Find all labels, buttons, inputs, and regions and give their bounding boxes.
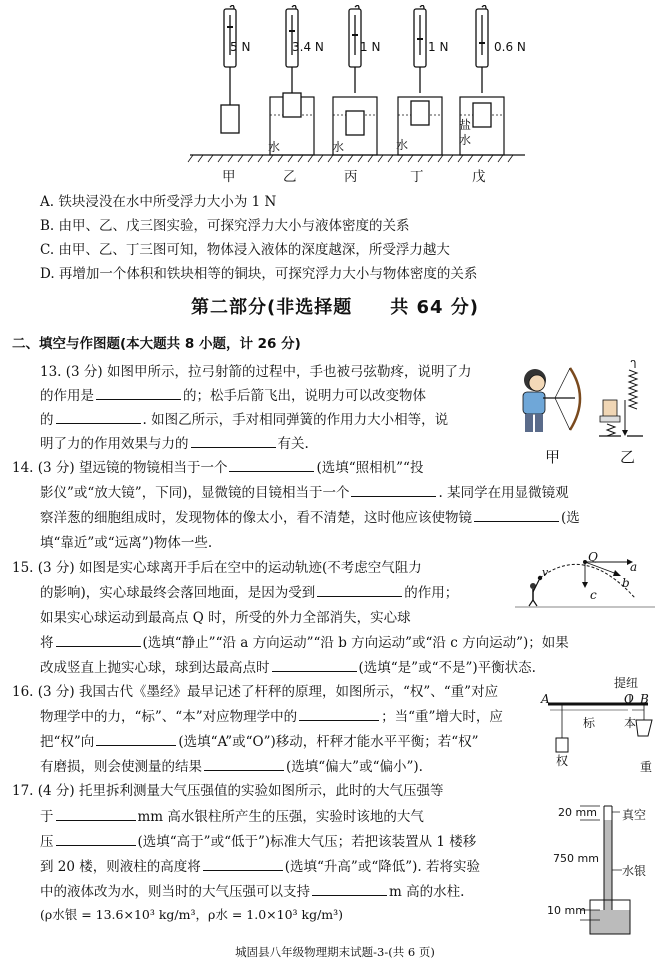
reading-4: 1 N — [428, 40, 449, 54]
q16-label-B: B — [640, 692, 649, 706]
q16-label-quan: 权 — [556, 754, 569, 768]
q16-line-2: 物理学中的力，“标”、“本”对应物理学中的 ；当“重”增大时，应 — [40, 705, 503, 725]
option-d: D. 再增加一个体积和铁块相等的铜块，可探究浮力大小与物体密度的关系 — [40, 266, 478, 282]
iron-block — [411, 101, 429, 125]
q16-label-biao: 标 — [583, 716, 596, 730]
q14-line-3: 察洋葱的细胞组成时，发现物体的像太小，看不清楚，这时他应该使物镜 (选 — [40, 506, 580, 526]
q15-label-v: v — [542, 566, 549, 579]
q16-blank-2[interactable] — [96, 731, 176, 746]
q16-label-O: O — [624, 692, 634, 706]
reading-1: 5 N — [230, 40, 251, 54]
shot-put-figure — [515, 548, 655, 608]
q14-blank-3[interactable] — [474, 507, 559, 522]
q17-line-2: 于 mm 高水银柱所产生的压强，实验时该地的大气 — [40, 805, 424, 825]
q14-line-1: 14. (3 分) 望远镜的物镜相当于一个 (选填“照相机”“投 — [12, 456, 423, 476]
q15-blank-2[interactable] — [56, 632, 141, 647]
liquid-label-wu: 盐水 — [459, 118, 472, 147]
q13-line-4: 明了力的作用效果与力的 有关. — [40, 432, 309, 452]
q17-label-vacuum: 真空 — [622, 808, 647, 822]
q17-label-20mm: 20 mm — [558, 806, 597, 819]
spring-press-figure — [595, 360, 645, 440]
reading-2: 3.4 N — [292, 40, 324, 54]
liquid-label-ding: 水 — [396, 138, 409, 152]
q17-line-5: 中的液体改为水，则当时的大气压强可以支持 m 高的水柱. — [40, 880, 464, 900]
q16-blank-3[interactable] — [204, 756, 284, 771]
option-c: C. 由甲、乙、丁三图可知，物体浸入液体的深度越深，所受浮力越大 — [40, 242, 450, 258]
q13-line-3: 的 . 如图乙所示，手对相同弹簧的作用力大小相等，说 — [40, 408, 448, 428]
section-header: 二、填空与作图题(本大题共 8 小题，计 26 分) — [12, 336, 301, 352]
reading-3: 1 N — [360, 40, 381, 54]
part-title: 第二部分(非选择题 共 64 分) — [190, 297, 480, 318]
iron-block — [221, 105, 239, 133]
q14-blank-1[interactable] — [229, 457, 314, 472]
q17-line-6: (ρ水银 = 13.6×10³ kg/m³，ρ水 = 1.0×10³ kg/m³) — [40, 907, 344, 922]
q13-fig-label-yi: 乙 — [620, 448, 636, 466]
scale-label-ding: 丁 — [410, 169, 424, 185]
q17-line-1: 17. (4 分) 托里拆利测量大气压强值的实验如图所示，此时的大气压强等 — [12, 783, 444, 799]
q16-line-4: 有磨损，则会使测量的结果 (选填“偏大”或“偏小”). — [40, 755, 423, 775]
q16-line-3: 把“权”向 (选填“A”或“O”)移动，杆秤才能水平平衡；若“权” — [40, 730, 479, 750]
q17-label-10mm: 10 mm — [547, 904, 586, 917]
q16-label-zhong: 重 — [640, 760, 653, 774]
q16-blank-1[interactable] — [299, 706, 379, 721]
q15-blank-1[interactable] — [317, 582, 402, 597]
q17-blank-4[interactable] — [312, 881, 387, 896]
q17-line-3: 压 (选填“高于”或“低于”)标准大气压；若把该装置从 1 楼移 — [40, 830, 476, 850]
iron-block — [283, 93, 301, 117]
q16-line-1: 16. (3 分) 我国古代《墨经》最早记述了杆秤的原理，如图所示，“权”、“重”对应 — [12, 684, 499, 700]
q15-line-1: 15. (3 分) 如图是实心球离开手后在空中的运动轨迹(不考虑空气阻力 — [12, 560, 422, 576]
q13-blank-3[interactable] — [191, 433, 276, 448]
q15-label-a: a — [630, 560, 638, 574]
q15-line-4: 将 (选填“静止”“沿 a 方向运动”“沿 b 方向运动”或“沿 c 方向运动”)；如果 — [40, 631, 569, 651]
option-b: B. 由甲、乙、戊三图实验，可探究浮力大小与液体密度的关系 — [40, 218, 410, 234]
q14-blank-2[interactable] — [351, 482, 436, 497]
scale-label-yi: 乙 — [283, 169, 297, 185]
q16-label-A: A — [541, 692, 550, 706]
q13-fig-label-jia: 甲 — [545, 448, 561, 466]
iron-block — [473, 103, 491, 127]
page-footer: 城固县八年级物理期末试题-3-(共 6 页) — [235, 945, 435, 959]
q15-line-5: 改成竖直上抛实心球，球到达最高点时 (选填“是”或“不是”)平衡状态. — [40, 656, 536, 676]
q13-line-2: 的作用是 的；松手后箭飞出，说明力可以改变物体 — [40, 384, 426, 404]
q15-label-Q: Q — [588, 550, 598, 564]
q13-line-1: 13. (3 分) 如图甲所示，拉弓射箭的过程中，手也被弓弦勒疼，说明了力 — [40, 364, 472, 380]
scale-label-bing: 丙 — [344, 169, 358, 185]
q17-label-mercury: 水银 — [622, 864, 647, 878]
q17-label-750mm: 750 mm — [553, 852, 599, 865]
spring-scale-figure — [185, 5, 530, 185]
option-a: A. 铁块浸没在水中所受浮力大小为 1 N — [40, 194, 277, 210]
q17-blank-1[interactable] — [56, 806, 136, 821]
q15-line-2: 的影响)，实心球最终会落回地面，是因为受到 的作用； — [40, 581, 458, 601]
q17-blank-2[interactable] — [56, 831, 136, 846]
liquid-label-yi: 水 — [268, 140, 281, 154]
q15-line-3: 如果实心球运动到最高点 Q 时，所受的外力全部消失，实心球 — [40, 610, 411, 626]
scale-label-jia: 甲 — [222, 169, 236, 185]
q16-label-ben: 本 — [624, 716, 637, 730]
q17-blank-3[interactable] — [203, 856, 283, 871]
q16-label-tiniu: 提纽 — [614, 676, 639, 690]
reading-5: 0.6 N — [494, 40, 526, 54]
q15-blank-3[interactable] — [272, 657, 357, 672]
q13-blank-1[interactable] — [96, 385, 181, 400]
q13-blank-2[interactable] — [56, 409, 141, 424]
liquid-label-bing: 水 — [332, 140, 345, 154]
q17-line-4: 到 20 楼，则液柱的高度将 (选填“升高”或“降低”). 若将实验 — [40, 855, 480, 875]
q14-line-4: 填“靠近”或“远离”)物体一些. — [40, 535, 213, 551]
iron-block — [346, 111, 364, 135]
q14-line-2: 影仪”或“放大镜”，下同)，显微镜的目镜相当于一个 . 某同学在用显微镜观 — [40, 481, 569, 501]
scale-label-wu: 戊 — [472, 169, 486, 185]
archer-figure — [515, 360, 595, 440]
q15-label-c: c — [590, 588, 597, 602]
q15-label-b: b — [622, 576, 630, 590]
